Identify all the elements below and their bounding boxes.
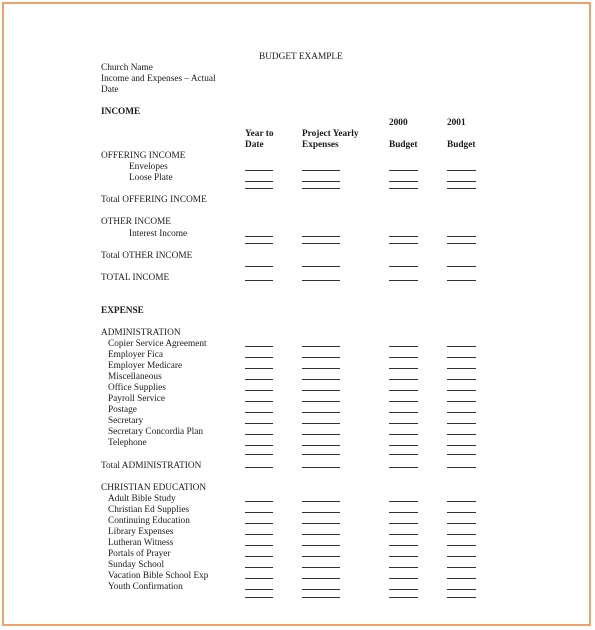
blank-amount-line[interactable] bbox=[302, 445, 340, 446]
blank-amount-line[interactable] bbox=[245, 401, 273, 402]
blank-amount-line[interactable] bbox=[389, 412, 418, 413]
blank-amount-line[interactable] bbox=[447, 188, 476, 189]
col-ytd-line1: Year to bbox=[245, 129, 274, 139]
blank-amount-line[interactable] bbox=[389, 534, 418, 535]
blank-amount-line[interactable] bbox=[245, 181, 273, 182]
blank-amount-line[interactable] bbox=[389, 597, 418, 598]
blank-amount-line[interactable] bbox=[245, 597, 273, 598]
blank-amount-line[interactable] bbox=[245, 589, 273, 590]
blank-amount-line[interactable] bbox=[447, 534, 476, 535]
blank-amount-line[interactable] bbox=[447, 243, 476, 244]
blank-amount-line[interactable] bbox=[447, 266, 476, 267]
ce-item: Adult Bible Study bbox=[108, 494, 176, 504]
blank-amount-line[interactable] bbox=[302, 423, 340, 424]
offering-item: Loose Plate bbox=[129, 173, 173, 183]
blank-amount-line[interactable] bbox=[447, 434, 476, 435]
blank-amount-line[interactable] bbox=[447, 401, 476, 402]
blank-amount-line[interactable] bbox=[389, 423, 418, 424]
blank-amount-line[interactable] bbox=[302, 545, 340, 546]
blank-amount-line[interactable] bbox=[447, 545, 476, 546]
blank-amount-line[interactable] bbox=[389, 467, 418, 468]
admin-item: Secretary Concordia Plan bbox=[108, 427, 204, 437]
blank-amount-line[interactable] bbox=[389, 454, 418, 455]
blank-amount-line[interactable] bbox=[302, 390, 340, 391]
blank-amount-line[interactable] bbox=[389, 578, 418, 579]
ce-item: Lutheran Witness bbox=[108, 538, 174, 548]
blank-amount-line[interactable] bbox=[389, 556, 418, 557]
blank-amount-line[interactable] bbox=[302, 379, 340, 380]
blank-amount-line[interactable] bbox=[389, 523, 418, 524]
blank-amount-line[interactable] bbox=[245, 578, 273, 579]
blank-amount-line[interactable] bbox=[302, 512, 340, 513]
blank-amount-line[interactable] bbox=[302, 243, 340, 244]
blank-amount-line[interactable] bbox=[389, 236, 418, 237]
blank-amount-line[interactable] bbox=[245, 280, 273, 281]
blank-amount-line[interactable] bbox=[389, 434, 418, 435]
blank-amount-line[interactable] bbox=[389, 346, 418, 347]
blank-amount-line[interactable] bbox=[447, 368, 476, 369]
col-2000-budget: Budget bbox=[389, 140, 418, 150]
blank-amount-line[interactable] bbox=[245, 423, 273, 424]
blank-amount-line[interactable] bbox=[245, 266, 273, 267]
blank-amount-line[interactable] bbox=[245, 523, 273, 524]
blank-amount-line[interactable] bbox=[302, 170, 340, 171]
admin-item: Payroll Service bbox=[108, 394, 166, 404]
ce-item: Library Expenses bbox=[108, 527, 174, 537]
blank-amount-line[interactable] bbox=[245, 467, 273, 468]
blank-amount-line[interactable] bbox=[302, 346, 340, 347]
ce-item: Youth Confirmation bbox=[108, 582, 183, 592]
other-income-total-label: Total OTHER INCOME bbox=[101, 251, 193, 261]
report-subtitle: Income and Expenses – Actual bbox=[101, 74, 216, 84]
admin-item: Secretary bbox=[108, 416, 144, 426]
other-income-heading: OTHER INCOME bbox=[101, 217, 171, 227]
blank-amount-line[interactable] bbox=[302, 266, 340, 267]
blank-amount-line[interactable] bbox=[302, 589, 340, 590]
blank-amount-line[interactable] bbox=[447, 412, 476, 413]
blank-amount-line[interactable] bbox=[389, 181, 418, 182]
blank-amount-line[interactable] bbox=[245, 357, 273, 358]
admin-item: Employer Fica bbox=[108, 350, 163, 360]
blank-amount-line[interactable] bbox=[389, 368, 418, 369]
blank-amount-line[interactable] bbox=[245, 390, 273, 391]
ce-item: Vacation Bible School Exp bbox=[108, 571, 209, 581]
blank-amount-line[interactable] bbox=[389, 379, 418, 380]
other-income-item: Interest Income bbox=[129, 229, 188, 239]
admin-item: Postage bbox=[108, 405, 137, 415]
blank-amount-line[interactable] bbox=[245, 368, 273, 369]
admin-item: Office Supplies bbox=[108, 383, 166, 393]
ce-item: Continuing Education bbox=[108, 516, 190, 526]
blank-amount-line[interactable] bbox=[389, 545, 418, 546]
col-project-line2: Expenses bbox=[302, 140, 339, 150]
income-heading: INCOME bbox=[101, 107, 141, 117]
admin-item: Employer Medicare bbox=[108, 361, 183, 371]
blank-amount-line[interactable] bbox=[302, 412, 340, 413]
blank-amount-line[interactable] bbox=[302, 181, 340, 182]
blank-amount-line[interactable] bbox=[389, 188, 418, 189]
blank-amount-line[interactable] bbox=[302, 534, 340, 535]
blank-amount-line[interactable] bbox=[245, 412, 273, 413]
blank-amount-line[interactable] bbox=[447, 578, 476, 579]
blank-amount-line[interactable] bbox=[302, 368, 340, 369]
blank-amount-line[interactable] bbox=[245, 556, 273, 557]
blank-amount-line[interactable] bbox=[447, 556, 476, 557]
blank-amount-line[interactable] bbox=[302, 280, 340, 281]
ce-item: Christian Ed Supplies bbox=[108, 505, 190, 515]
blank-amount-line[interactable] bbox=[302, 597, 340, 598]
col-2001-budget: Budget bbox=[447, 140, 476, 150]
ce-item: Portals of Prayer bbox=[108, 549, 171, 559]
blank-amount-line[interactable] bbox=[245, 243, 273, 244]
blank-amount-line[interactable] bbox=[447, 170, 476, 171]
page-frame bbox=[2, 2, 591, 626]
blank-amount-line[interactable] bbox=[447, 512, 476, 513]
blank-amount-line[interactable] bbox=[302, 236, 340, 237]
blank-amount-line[interactable] bbox=[389, 266, 418, 267]
blank-amount-line[interactable] bbox=[447, 181, 476, 182]
blank-amount-line[interactable] bbox=[447, 423, 476, 424]
blank-amount-line[interactable] bbox=[245, 379, 273, 380]
report-date: Date bbox=[101, 85, 119, 95]
blank-amount-line[interactable] bbox=[389, 357, 418, 358]
blank-amount-line[interactable] bbox=[389, 501, 418, 502]
blank-amount-line[interactable] bbox=[245, 445, 273, 446]
blank-amount-line[interactable] bbox=[447, 236, 476, 237]
blank-amount-line[interactable] bbox=[389, 445, 418, 446]
blank-amount-line[interactable] bbox=[245, 454, 273, 455]
blank-amount-line[interactable] bbox=[447, 597, 476, 598]
blank-amount-line[interactable] bbox=[245, 567, 273, 568]
blank-amount-line[interactable] bbox=[447, 523, 476, 524]
expense-heading: EXPENSE bbox=[101, 306, 144, 316]
blank-amount-line[interactable] bbox=[245, 545, 273, 546]
admin-item: Telephone bbox=[108, 438, 147, 448]
blank-amount-line[interactable] bbox=[447, 454, 476, 455]
blank-amount-line[interactable] bbox=[447, 346, 476, 347]
col-ytd-line2: Date bbox=[245, 140, 264, 150]
blank-amount-line[interactable] bbox=[389, 390, 418, 391]
blank-amount-line[interactable] bbox=[302, 467, 340, 468]
blank-amount-line[interactable] bbox=[447, 379, 476, 380]
christian-education-heading: CHRISTIAN EDUCATION bbox=[101, 483, 207, 493]
blank-amount-line[interactable] bbox=[245, 170, 273, 171]
church-name: Church Name bbox=[101, 63, 153, 73]
blank-amount-line[interactable] bbox=[447, 280, 476, 281]
blank-amount-line[interactable] bbox=[302, 434, 340, 435]
blank-amount-line[interactable] bbox=[245, 236, 273, 237]
blank-amount-line[interactable] bbox=[389, 243, 418, 244]
offering-item: Envelopes bbox=[129, 162, 168, 172]
blank-amount-line[interactable] bbox=[302, 523, 340, 524]
blank-amount-line[interactable] bbox=[302, 556, 340, 557]
blank-amount-line[interactable] bbox=[389, 280, 418, 281]
admin-item: Miscellaneous bbox=[108, 372, 162, 382]
blank-amount-line[interactable] bbox=[245, 434, 273, 435]
blank-amount-line[interactable] bbox=[302, 501, 340, 502]
admin-item: Copier Service Agreement bbox=[108, 339, 207, 349]
blank-amount-line[interactable] bbox=[302, 357, 340, 358]
offering-income-heading: OFFERING INCOME bbox=[101, 151, 186, 161]
blank-amount-line[interactable] bbox=[447, 501, 476, 502]
blank-amount-line[interactable] bbox=[245, 512, 273, 513]
blank-amount-line[interactable] bbox=[245, 501, 273, 502]
col-2001-year: 2001 bbox=[447, 118, 466, 128]
blank-amount-line[interactable] bbox=[302, 578, 340, 579]
blank-amount-line[interactable] bbox=[389, 589, 418, 590]
blank-amount-line[interactable] bbox=[302, 454, 340, 455]
blank-amount-line[interactable] bbox=[447, 357, 476, 358]
blank-amount-line[interactable] bbox=[447, 567, 476, 568]
blank-amount-line[interactable] bbox=[447, 390, 476, 391]
blank-amount-line[interactable] bbox=[447, 589, 476, 590]
administration-total-label: Total ADMINISTRATION bbox=[101, 461, 202, 471]
ce-item: Sunday School bbox=[108, 560, 165, 570]
blank-amount-line[interactable] bbox=[447, 445, 476, 446]
administration-heading: ADMINISTRATION bbox=[101, 328, 181, 338]
blank-amount-line[interactable] bbox=[447, 467, 476, 468]
blank-amount-line[interactable] bbox=[302, 401, 340, 402]
col-2000-year: 2000 bbox=[389, 118, 408, 128]
blank-amount-line[interactable] bbox=[245, 346, 273, 347]
blank-amount-line[interactable] bbox=[389, 512, 418, 513]
blank-amount-line[interactable] bbox=[245, 188, 273, 189]
offering-total-label: Total OFFERING INCOME bbox=[101, 195, 207, 205]
col-project-line1: Project Yearly bbox=[302, 129, 359, 139]
document-title: BUDGET EXAMPLE bbox=[259, 52, 343, 62]
blank-amount-line[interactable] bbox=[245, 534, 273, 535]
blank-amount-line[interactable] bbox=[389, 170, 418, 171]
blank-amount-line[interactable] bbox=[302, 567, 340, 568]
blank-amount-line[interactable] bbox=[389, 567, 418, 568]
total-income-label: TOTAL INCOME bbox=[101, 273, 170, 283]
blank-amount-line[interactable] bbox=[389, 401, 418, 402]
blank-amount-line[interactable] bbox=[302, 188, 340, 189]
